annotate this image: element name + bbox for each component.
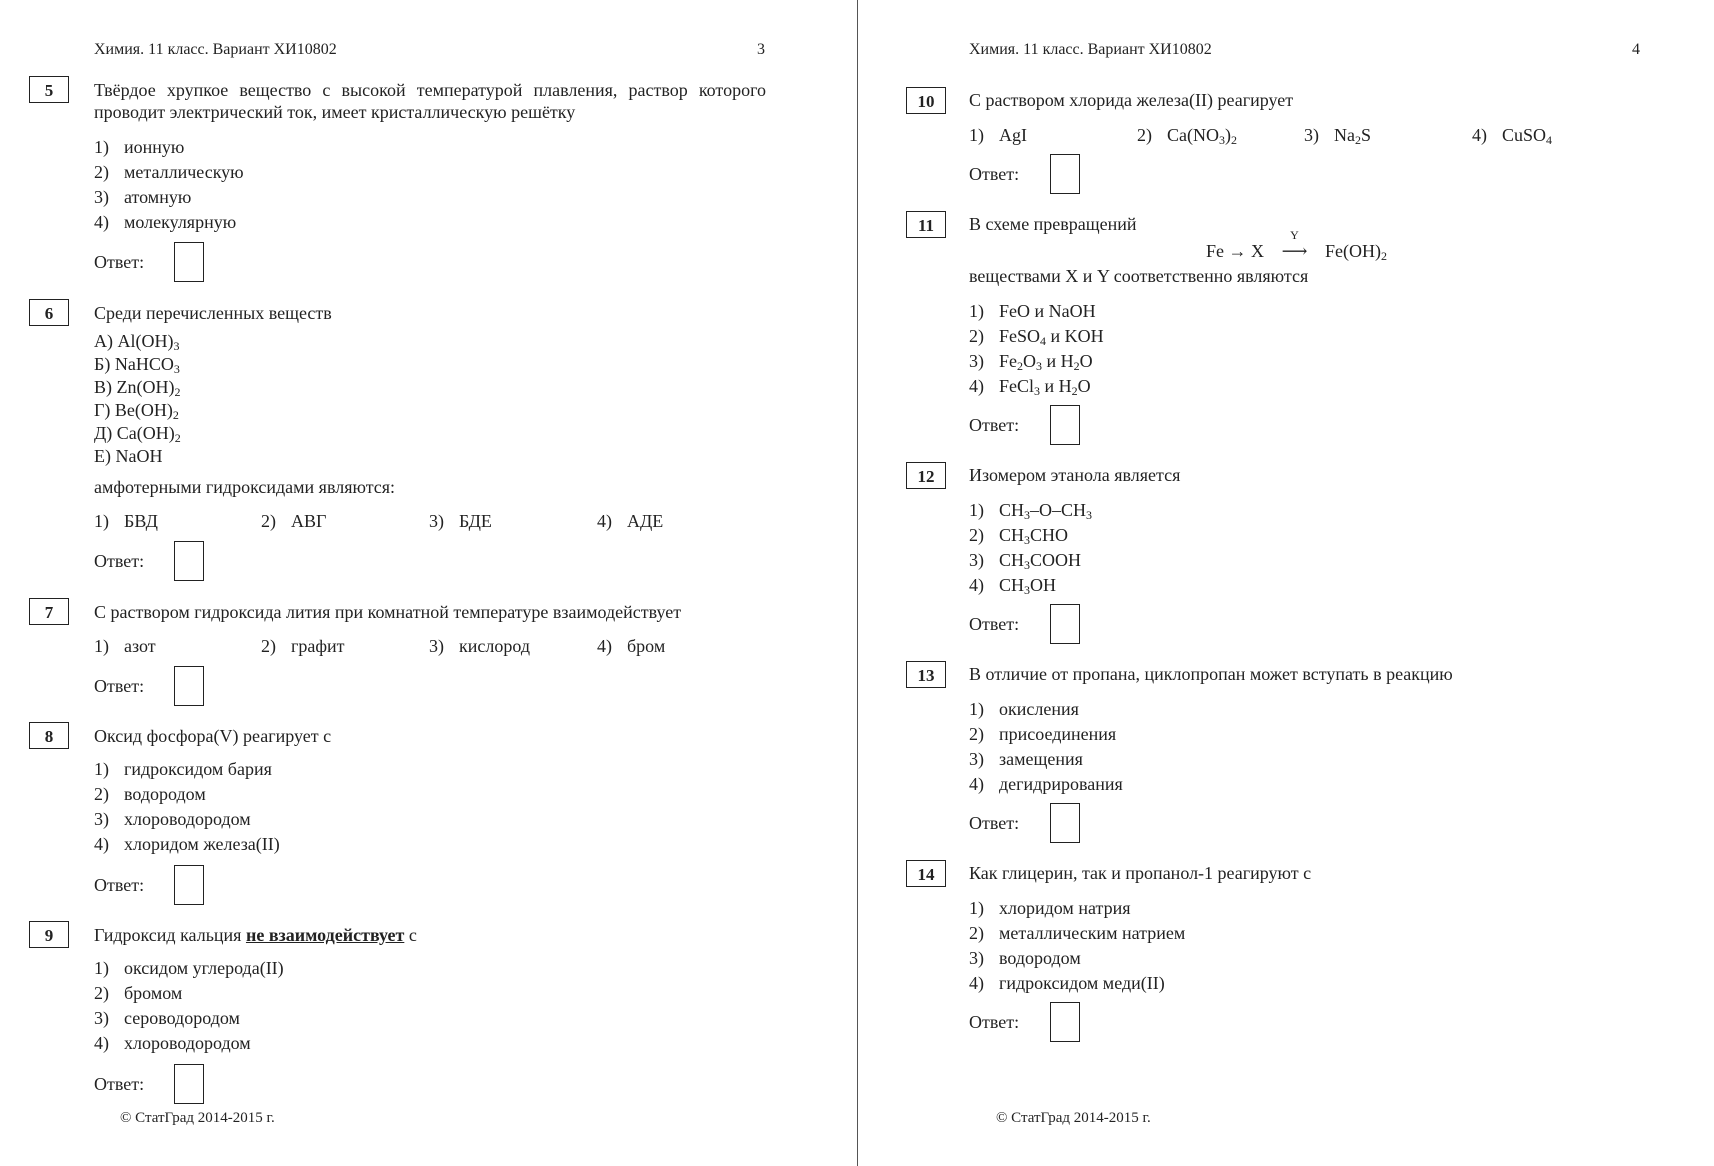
q13-option-3[interactable]: 3) замещения <box>969 749 1083 769</box>
q7-option-4[interactable]: 4) бром <box>597 636 666 656</box>
answer-label: Ответ: <box>969 1012 1020 1032</box>
question-number-10: 10 <box>906 87 946 114</box>
q7-option-1[interactable]: 1) азот <box>94 636 156 656</box>
page-number: 3 <box>757 41 765 58</box>
q9-option-2[interactable]: 2) бромом <box>94 983 183 1003</box>
page-header: Химия. 11 класс. Вариант ХИ10802 <box>94 41 337 58</box>
q6-option-3[interactable]: 3) БДЕ <box>429 511 492 531</box>
q6-substance-d: Д) $Ca(OH)_2$ <box>94 423 181 445</box>
question-9-text: Гидроксид кальция не взаимодействует с <box>94 925 417 945</box>
answer-label: Ответ: <box>94 551 145 571</box>
q7-option-3[interactable]: 3) кислород <box>429 636 530 656</box>
question-7-text: С раствором гидроксида лития при комнатной температуре взаимодействует <box>94 602 682 622</box>
question-number-11: 11 <box>906 211 946 238</box>
question-14-text: Как глицерин, так и пропанол-1 реагируют с <box>969 863 1312 883</box>
q12-option-4[interactable]: 4) $CH_3OH$ <box>969 575 1057 597</box>
answer-box-6[interactable] <box>174 541 204 581</box>
q8-option-4[interactable]: 4) хлоридом железа(II) <box>94 834 280 854</box>
answer-label: Ответ: <box>94 676 145 696</box>
page-footer: © СтатГрад 2014-2015 г. <box>120 1110 275 1126</box>
q6-substance-g: Г) $Be(OH)_2$ <box>94 400 179 422</box>
q8-option-2[interactable]: 2) водородом <box>94 784 206 804</box>
answer-label: Ответ: <box>94 1074 145 1094</box>
q10-option-1[interactable]: 1) AgI <box>969 125 1027 145</box>
answer-box-7[interactable] <box>174 666 204 706</box>
right-page <box>858 0 1714 1166</box>
q11-option-4[interactable]: 4) FeCl$_3$ и $H_2O$ <box>969 376 1091 398</box>
question-number-9: 9 <box>29 921 69 948</box>
q5-option-3[interactable]: 3) атомную <box>94 187 192 207</box>
q5-option-2[interactable]: 2) металлическую <box>94 162 244 182</box>
q14-option-3[interactable]: 3) водородом <box>969 948 1081 968</box>
q10-option-4[interactable]: 4) CuSO$_4$ <box>1472 125 1553 147</box>
q7-option-2[interactable]: 2) графит <box>261 636 345 656</box>
emphasis-not-interact: не взаимодействует <box>245 925 405 945</box>
answer-box-9[interactable] <box>174 1064 204 1104</box>
q10-option-2[interactable]: 2) $Ca(NO_3)_2$ <box>1137 125 1237 147</box>
q13-option-1[interactable]: 1) окисления <box>969 699 1079 719</box>
q14-option-4[interactable]: 4) гидроксидом меди(II) <box>969 973 1165 993</box>
q9-option-3[interactable]: 3) сероводородом <box>94 1008 240 1028</box>
q11-option-2[interactable]: 2) FeSO$_4$ и KOH <box>969 326 1104 348</box>
question-12-text: Изомером этанола является <box>969 465 1181 485</box>
q11-option-1[interactable]: 1) FeO и NaOH <box>969 301 1096 321</box>
q6-option-4[interactable]: 4) АДЕ <box>597 511 664 531</box>
arrow-with-reagent: Y ⟶ <box>1281 228 1308 261</box>
answer-box-8[interactable] <box>174 865 204 905</box>
answer-box-13[interactable] <box>1050 803 1080 843</box>
answer-label: Ответ: <box>969 813 1020 833</box>
q6-substance-b: Б) NaHCO$_3$ <box>94 354 180 376</box>
answer-box-14[interactable] <box>1050 1002 1080 1042</box>
answer-box-12[interactable] <box>1050 604 1080 644</box>
q11-option-3[interactable]: 3) $Fe_2O_3$ и $H_2O$ <box>969 351 1093 373</box>
answer-label: Ответ: <box>969 614 1020 634</box>
question-number-12: 12 <box>906 462 946 489</box>
q6-option-2[interactable]: 2) АВГ <box>261 511 327 531</box>
q8-option-3[interactable]: 3) хлороводородом <box>94 809 251 829</box>
question-number-6: 6 <box>29 299 69 326</box>
q14-option-2[interactable]: 2) металлическим натрием <box>969 923 1186 943</box>
question-number-13: 13 <box>906 661 946 688</box>
question-11-after-text: веществами X и Y соответственно являются <box>969 266 1309 286</box>
question-number-7: 7 <box>29 598 69 625</box>
q12-option-1[interactable]: 1) $CH_3-O-CH_3$ <box>969 500 1093 522</box>
question-number-14: 14 <box>906 860 946 887</box>
q6-substance-a: А) $Al(OH)_3$ <box>94 331 180 353</box>
q9-option-4[interactable]: 4) хлороводородом <box>94 1033 251 1053</box>
q9-option-1[interactable]: 1) оксидом углерода(II) <box>94 958 284 978</box>
answer-label: Ответ: <box>969 415 1020 435</box>
q10-option-3[interactable]: 3) $Na_2S$ <box>1304 125 1372 147</box>
q13-option-2[interactable]: 2) присоединения <box>969 724 1117 744</box>
q5-option-1[interactable]: 1) ионную <box>94 137 185 157</box>
question-11-text: В схеме превращений <box>969 214 1137 234</box>
answer-box-11[interactable] <box>1050 405 1080 445</box>
question-6-text: Среди перечисленных веществ <box>94 303 332 323</box>
transformation-scheme: Fe → X Y ⟶ $Fe(OH)_2$ <box>1206 228 1387 263</box>
question-6-footer-text: амфотерными гидроксидами являются: <box>94 477 396 497</box>
page-footer: © СтатГрад 2014-2015 г. <box>996 1110 1151 1126</box>
q6-substance-v: В) $Zn(OH)_2$ <box>94 377 181 399</box>
question-13-text: В отличие от пропана, циклопропан может вступать в реакцию <box>969 664 1453 684</box>
page-number: 4 <box>1632 41 1640 58</box>
answer-box-5[interactable] <box>174 242 204 282</box>
question-8-text: Оксид фосфора(V) реагирует с <box>94 726 332 746</box>
q12-option-2[interactable]: 2) $CH_3CHO$ <box>969 525 1069 547</box>
q13-option-4[interactable]: 4) дегидрирования <box>969 774 1123 794</box>
q6-option-1[interactable]: 1) БВД <box>94 511 158 531</box>
answer-label: Ответ: <box>94 252 145 272</box>
question-number-8: 8 <box>29 722 69 749</box>
q12-option-3[interactable]: 3) $CH_3COOH$ <box>969 550 1082 572</box>
answer-box-10[interactable] <box>1050 154 1080 194</box>
page-header: Химия. 11 класс. Вариант ХИ10802 <box>969 41 1212 58</box>
answer-label: Ответ: <box>94 875 145 895</box>
question-5-text: Твёрдое хрупкое вещество с высокой температурой плавления, раствор которого проводит электрический ток, имеет кристаллическую решётку <box>94 80 766 122</box>
q8-option-1[interactable]: 1) гидроксидом бария <box>94 759 272 779</box>
question-number-5: 5 <box>29 76 69 103</box>
q6-substance-e: Е) NaOH <box>94 446 163 466</box>
q5-option-4[interactable]: 4) молекулярную <box>94 212 237 232</box>
question-10-text: С раствором хлорида железа(II) реагирует <box>969 90 1294 110</box>
q14-option-1[interactable]: 1) хлоридом натрия <box>969 898 1131 918</box>
answer-label: Ответ: <box>969 164 1020 184</box>
